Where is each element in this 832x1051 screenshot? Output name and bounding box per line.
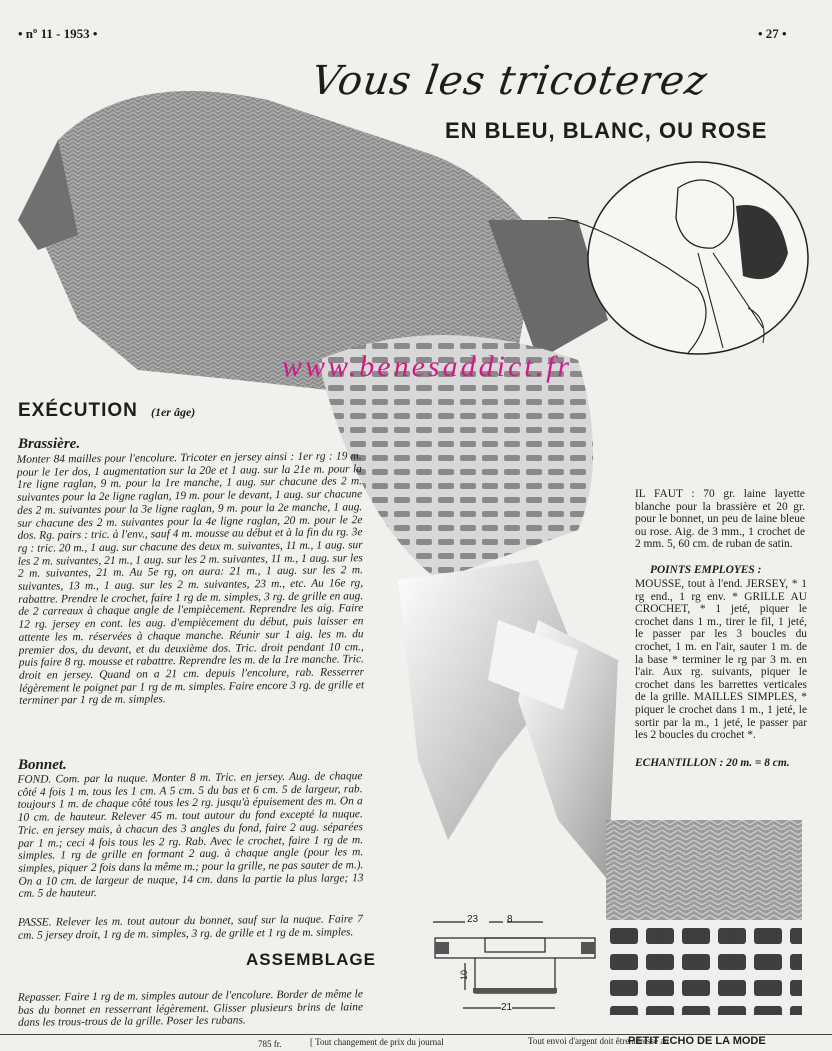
- bonnet-title: Bonnet.: [18, 757, 67, 773]
- dim-23: 23: [467, 914, 479, 925]
- article-subtitle: EN BLEU, BLANC, OU ROSE: [445, 118, 768, 143]
- brassiere-text: Monter 84 mailles pour l'encolure. Tricoter en jersey ainsi : 1er rg : 19 m. pour le 1er dos, 1 augmentation sur la 20e et 1 aug. sur la 21e m. pour la 1re ligne raglan, 9 m. pour la 1re manche, 1 aug. sur chacune des 2 m. suivantes pour la 2e ligne raglan, 19 m. pour le devant, 1 aug. sur chacune des 2 m. suivantes pour la 3e ligne raglan, 9 m. pour la 2e manche, 1 aug. sur chacune des 2 m. suivantes pour la 4e ligne raglan, 20 m. pour le 2e dos. Rg. pairs : tric. à l'env., sauf 4 m. mousse au début et à la fin du rg. 3e rg : tric. 20 m., 1 aug. sur chacune des deux m. suivantes, 11 m., 1 aug. sur les 2 m. suivantes, 21 m., 1 aug. sur les 2 m. suivantes, 11 m., 1 aug. sur les 2 m. suivantes, 21 m. Au 5e rg, on aura: 21 m., 1 aug. sur les 2 m. suivantes, 13 m., 1 aug. sur les 2 m. suivantes, 23 m., etc. Au 16e rg, rabattre. Prendre le crochet, faire 1 rg de m. simples, 3 rg. de grille en aug. de 2 carreaux à chaque angle de l'empiècement. Reprendre les aig. Faire 12 rg. jersey en cont. les aug. d'empiècement du début, puis laisser en attente les m. réservées à chaque manche. Réunir sur 1 aig. les m. du premier dos, du devant, et du deuxième dos. Tric. droit pendant 10 cm., puis faire 8 rg. mousse et rabattre. Reprendre les m. de la 1re manche. Tric. droit en jersey. Quand on a 21 cm. depuis l'encolure, rab. Resserrer légèrement le poignet par 1 rg de m. simples. Faire encore 3 rg. de grille et terminer par 1 rg de m. simples.: [16, 450, 365, 708]
- footer-strip: [0, 1034, 832, 1051]
- issue-number: • nº 11 - 1953 •: [18, 26, 98, 41]
- bonnet-fond-text: FOND. Com. par la nuque. Monter 8 m. Tric. en jersey. Aug. de chaque côté 4 fois 1 m. tous les 1 cm. A 5 cm. 5 du bas et 6 cm. 5 de largeur, rab. toujours 1 m. de chaque côté tous les 2 rg. jusqu'à épuisement des m. On a 10 cm. de hauteur. Relever 45 m. tout autour du fond excepté la nuque. Tric. en jersey mais, à chacun des 3 angles du fond, faire 2 aug. séparées par 1 m.; ceci 4 fois tous les 2 rg. Rab. Avec le crochet, faire 1 rg de m. simples. 1 rg de grille en formant 2 aug. à chaque angle (pour les m. simples, piquer 2 fois dans la même m.; pour la grille, ne pas sauter de m.). On a 10 cm. de largeur de nuque, 14 cm. dans la partie la plus large; 13 cm. 5 de hauteur.: [17, 770, 364, 901]
- points-text: MOUSSE, tout à l'end. JERSEY, * 1 rg end., 1 rg env. * GRILLE AU CROCHET, * 1 jeté, piquer le crochet dans 1 m., tirer le fil, 1 jeté, le passer par les 3 boucles du crochet, 1 m. en l'air, sauter 1 m. de la base * terminer le rg par 3 m. en l'air. Aux rg. suivants, piquer le crochet dans les barrettes verticales de la grille. MAILLES SIMPLES, * piquer le crochet dans 1 m., 1 jeté, le sortir par la m., 1 jeté, le passer par les 2 boucles du crochet *.: [635, 578, 807, 742]
- baby-illustration: [548, 158, 798, 358]
- article-title: Vous les tricoterez: [308, 58, 711, 104]
- dim-21: 21: [501, 1002, 513, 1013]
- footer-brand: PETIT ECHO DE LA MODE: [628, 1035, 766, 1047]
- footer-notice-1: [ Tout changement de prix du journal: [310, 1037, 444, 1047]
- execution-heading-row: [18, 400, 195, 422]
- echantillon-text: ECHANTILLON : 20 m. = 8 cm.: [635, 757, 790, 769]
- bonnet-passe-text: PASSE. Relever les m. tout autour du bonnet, sauf sur la nuque. Faire 7 cm. 5 jersey droit, 1 rg de m. simples, 3 rg. de grille et 1 rg de m. simples.: [17, 913, 363, 942]
- execution-heading: EXÉCUTION: [18, 400, 138, 421]
- footer-price: 785 fr.: [258, 1039, 282, 1049]
- page-number: • 27 •: [758, 26, 787, 41]
- assemblage-heading: ASSEMBLAGE: [246, 950, 376, 969]
- watermark-text: www.benesaddict.fr: [282, 350, 573, 383]
- execution-age: (1er âge): [150, 405, 196, 419]
- assemblage-text: Repasser. Faire 1 rg de m. simples autour de l'encolure. Border de même le bas du bonnet en resserrant légèrement. Glisser plusieurs brins de laine dans les trous-trous de la grille. Poser les rubans.: [17, 988, 364, 1030]
- dim-8: 8: [507, 914, 513, 925]
- materials-il-faut: IL FAUT : 70 gr. laine layette blanche pour la brassière et 20 gr. pour le bonnet, un peu de laine bleue ou rose. Aig. de 3 mm., 1 crochet de 2 mm. 5, 60 cm. de ruban de satin.: [635, 488, 805, 551]
- dim-10: 10: [459, 969, 470, 981]
- stitch-swatch-photo: [606, 820, 802, 1015]
- footer-notice-2: Tout envoi d'argent doit être adressé au: [528, 1036, 669, 1046]
- brassiere-title: Brassière.: [18, 436, 81, 452]
- pattern-diagram: [425, 908, 605, 1028]
- points-title: POINTS EMPLOYES :: [650, 564, 762, 576]
